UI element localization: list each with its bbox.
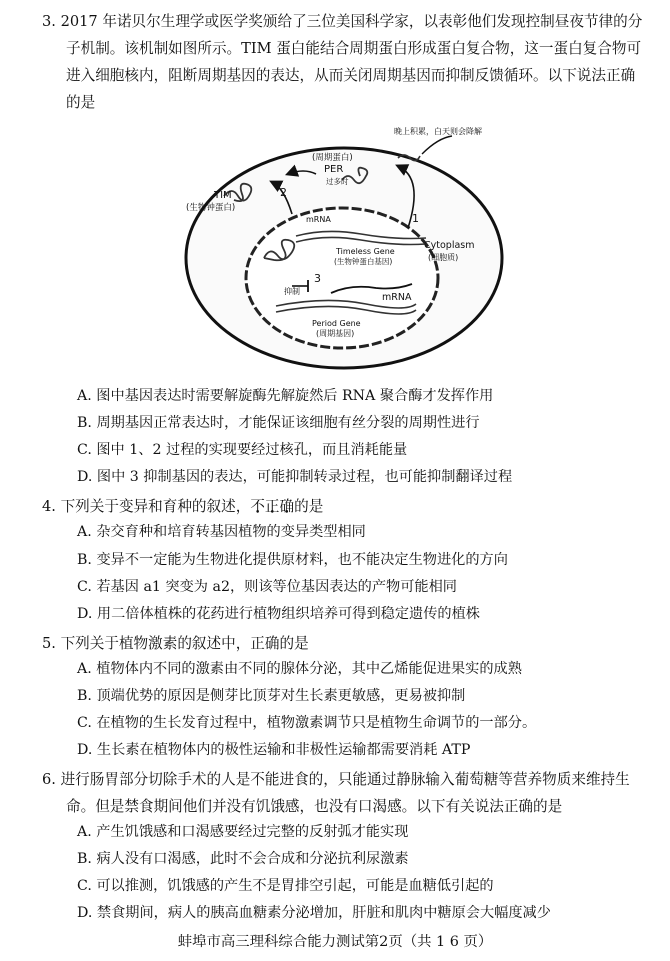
question-number: 5. [42, 635, 56, 652]
question-stem-line: 进入细胞核内，阻断周期基因的表达，从而关闭周期基因而抑制反馈循环。以下说法正确 [66, 67, 636, 84]
option-b: B. 变异不一定能为生物进化提供原材料，也不能决定生物进化的方向 [77, 552, 508, 568]
figure-label: 晚上积累，白天则会降解 [394, 127, 482, 136]
figure-label: (周期蛋白) [312, 153, 353, 163]
question-4 [42, 493, 658, 520]
step-label: 3 [314, 272, 321, 285]
figure-label: Timeless Gene [336, 247, 395, 256]
figure-label: mRNA [306, 215, 331, 224]
question-stem-line: 2017 年诺贝尔生理学或医学奖颁给了三位美国科学家，以表彰他们发现控制昼夜节律的分 [60, 13, 643, 30]
figure-label: 过多时 [326, 177, 349, 186]
page-footer: 蚌埠市高三理科综合能力测试第2页（共 1 6 页） [177, 934, 493, 950]
question-number: 4. [42, 498, 56, 515]
option-c: C. 图中 1、2 过程的实现要经过核孔，而且消耗能量 [77, 442, 408, 458]
option-d: D. 生长素在植物体内的极性运输和非极性运输都需要消耗 ATP [77, 742, 471, 758]
emphasis-char: 确 [279, 498, 295, 515]
figure-label: 抑制 [284, 287, 300, 296]
question-stem-line: 子机制。该机制如图所示。TIM 蛋白能结合周期蛋白形成蛋白复合物，这一蛋白复合物可 [66, 40, 642, 57]
figure-label: TIM [214, 190, 232, 201]
figure-label: (周期基因) [316, 329, 355, 338]
question-stem-line: 的是 [66, 94, 96, 111]
option-a: A. 产生饥饿感和口渴感要经过完整的反射弧才能实现 [77, 824, 409, 840]
option-d: D. 用二倍体植株的花药进行植物组织培养可得到稳定遗传的植株 [77, 606, 480, 622]
figure-label: mRNA [382, 292, 412, 303]
question-stem-line: 进行肠胃部分切除手术的人是不能进食的，只能通过静脉输入葡萄糖等营养物质来维持生 [60, 771, 630, 788]
question-6 [42, 766, 658, 820]
option-c: C. 若基因 a1 突变为 a2，则该等位基因表达的产物可能相同 [77, 579, 457, 595]
step-label: 1 [412, 212, 419, 225]
option-a: A. 植物体内不同的激素由不同的腺体分泌，其中乙烯能促进果实的成熟 [77, 661, 522, 677]
step-label: 2 [280, 186, 287, 199]
option-b: B. 顶端优势的原因是侧芽比顶芽对生长素更敏感，更易被抑制 [77, 688, 466, 704]
option-a: A. 图中基因表达时需要解旋酶先解旋然后 RNA 聚合酶才发挥作用 [77, 388, 494, 404]
arrow-per-degrade [422, 136, 452, 154]
figure-label: PER [324, 164, 344, 175]
figure-label: (生物钟蛋白) [186, 203, 236, 213]
question-number: 6. [42, 771, 56, 788]
emphasis-char: 不 [250, 498, 265, 515]
emphasis-char: 正 [264, 498, 280, 515]
option-d: D. 禁食期间，病人的胰高血糖素分泌增加，肝脏和肌肉中糖原会大幅度减少 [77, 905, 551, 921]
circadian-mechanism-figure [176, 118, 512, 376]
option-c: C. 可以推测，饥饿感的产生不是胃排空引起，可能是血糖低引起的 [77, 878, 494, 894]
figure-label: Cytoplasm [424, 240, 475, 251]
figure-label: (细胞质) [428, 253, 459, 262]
option-a: A. 杂交育种和培育转基因植物的变异类型相同 [77, 524, 366, 540]
question-number: 3. [42, 13, 56, 30]
question-3 [42, 8, 658, 116]
figure-label: Period Gene [312, 319, 361, 328]
option-c: C. 在植物的生长发育过程中，植物激素调节只是植物生命调节的一部分。 [77, 715, 537, 731]
question-stem-line: 命。但是禁食期间他们并没有饥饿感，也没有口渴感。以下有关说法正确的是 [66, 798, 563, 815]
question-stem: 下列关于植物激素的叙述中，正确的是 [60, 635, 309, 652]
question-stem: 的是 [294, 498, 324, 515]
question-5 [42, 630, 658, 657]
question-3-stem [42, 8, 658, 116]
figure-label: (生物钟蛋白基因) [334, 257, 393, 266]
question-stem: 下列关于变异和育种的叙述， [60, 498, 251, 515]
option-b: B. 病人没有口渴感，此时不会合成和分泌抗利尿激素 [77, 851, 409, 867]
option-b: B. 周期基因正常表达时，才能保证该细胞有丝分裂的周期性进行 [77, 415, 480, 431]
option-d: D. 图中 3 抑制基因的表达，可能抑制转录过程，也可能抑制翻译过程 [77, 469, 513, 485]
